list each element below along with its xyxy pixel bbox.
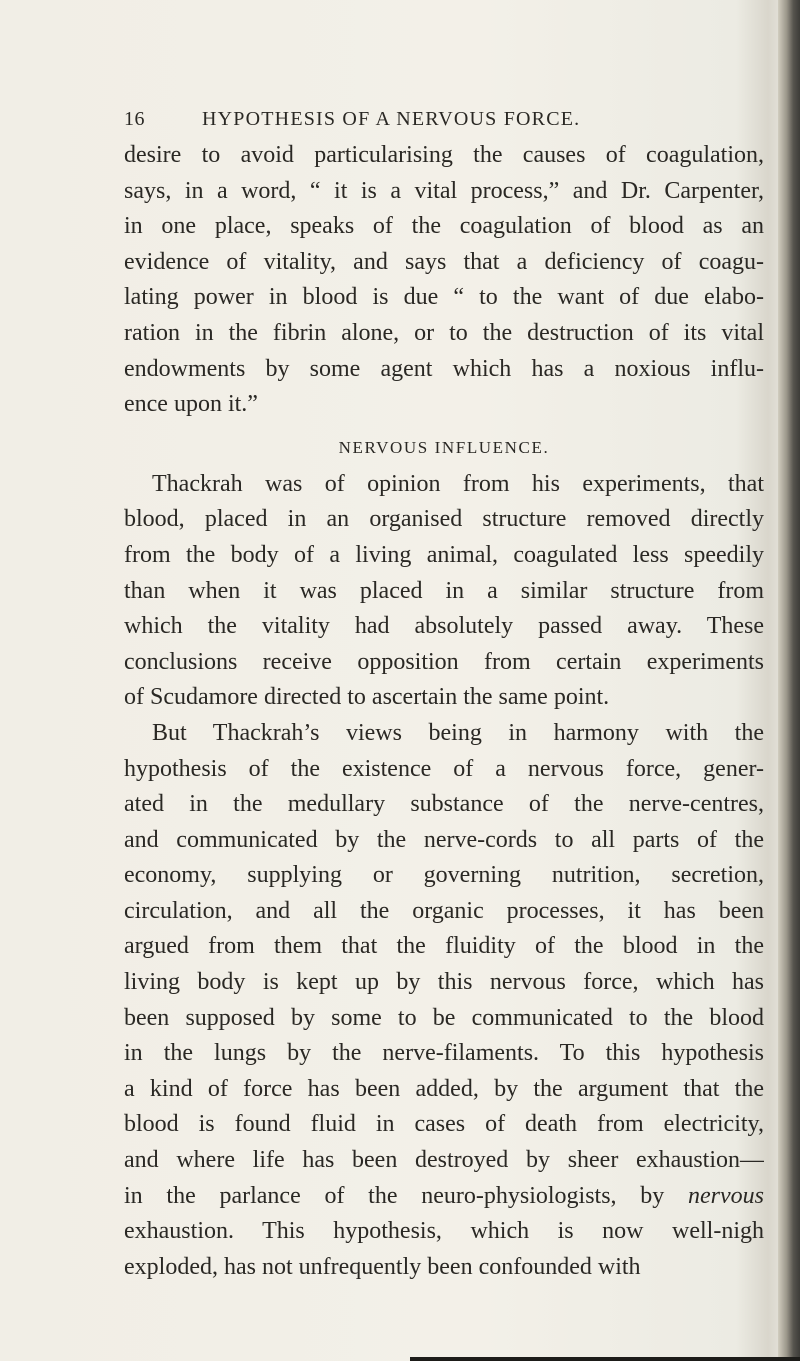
text-line: endowments by some agent which has a noxious influ- xyxy=(124,355,764,382)
text-line: evidence of vitality, and says that a deficiency of coagu- xyxy=(124,248,764,275)
text-line: which the vitality had absolutely passed away. These xyxy=(124,613,764,640)
text-line: desire to avoid particularising the causes of coagulation, xyxy=(124,142,764,168)
text-line: ration in the fibrin alone, or to the destruction of its vital xyxy=(124,319,764,346)
page-number: 16 xyxy=(124,108,145,130)
text-line: been supposed by some to be communicated to the blood xyxy=(124,1004,764,1031)
text-line: lating power in blood is due “ to the want of due elabo- xyxy=(124,284,764,311)
text-line: conclusions receive opposition from certain experiments xyxy=(124,648,764,675)
page-edge-shadow xyxy=(778,0,800,1361)
text-line: circulation, and all the organic processes, it has been xyxy=(124,897,764,924)
text-line: in the lungs by the nerve-filaments. To this hypothesis xyxy=(124,1040,764,1067)
text-line: says, in a word, “ it is a vital process,” and Dr. Carpenter, xyxy=(124,177,764,204)
body-text xyxy=(124,138,764,1285)
text-line: from the body of a living animal, coagulated less speedily xyxy=(124,541,764,568)
text-line: blood, placed in an organised structure removed directly xyxy=(124,506,764,533)
text-line: ated in the medullary substance of the nerve-centres, xyxy=(124,791,764,818)
text-line: of Scudamore directed to ascertain the same point. xyxy=(124,684,610,711)
bottom-edge-rule xyxy=(410,1357,800,1361)
text-line: living body is kept up by this nervous force, which has xyxy=(124,969,764,996)
text-line: argued from them that the fluidity of the blood in the xyxy=(124,933,764,960)
text-line: economy, supplying or governing nutrition, secretion, xyxy=(124,862,764,889)
text-line: Thackrah was of opinion from his experiments, that xyxy=(152,470,764,497)
text-fragment: in the parlance of the neuro-physiologists, by xyxy=(124,1182,665,1209)
text-line: exploded, has not unfrequently been confounded with xyxy=(124,1253,641,1280)
running-title: HYPOTHESIS OF A NERVOUS FORCE. xyxy=(202,108,581,130)
text-line: and where life has been destroyed by sheer exhaustion— xyxy=(124,1147,764,1174)
text-line: a kind of force has been added, by the argument that the xyxy=(124,1075,764,1102)
text-line: hypothesis of the existence of a nervous force, gener- xyxy=(124,755,764,782)
text-line: blood is found fluid in cases of death from electricity, xyxy=(124,1111,764,1138)
text-line xyxy=(124,1179,764,1215)
italic-word: nervous xyxy=(688,1182,764,1209)
text-line: ence upon it.” xyxy=(124,391,258,418)
text-line: than when it was placed in a similar structure from xyxy=(124,577,764,604)
text-line: exhaustion. This hypothesis, which is now well-nigh xyxy=(124,1218,764,1245)
text-line: But Thackrah’s views being in harmony with the xyxy=(152,719,764,746)
running-head xyxy=(124,108,684,132)
section-heading: NERVOUS INFLUENCE. xyxy=(338,437,550,457)
text-line: and communicated by the nerve-cords to all parts of the xyxy=(124,826,764,853)
text-line: in one place, speaks of the coagulation of blood as an xyxy=(124,213,764,240)
